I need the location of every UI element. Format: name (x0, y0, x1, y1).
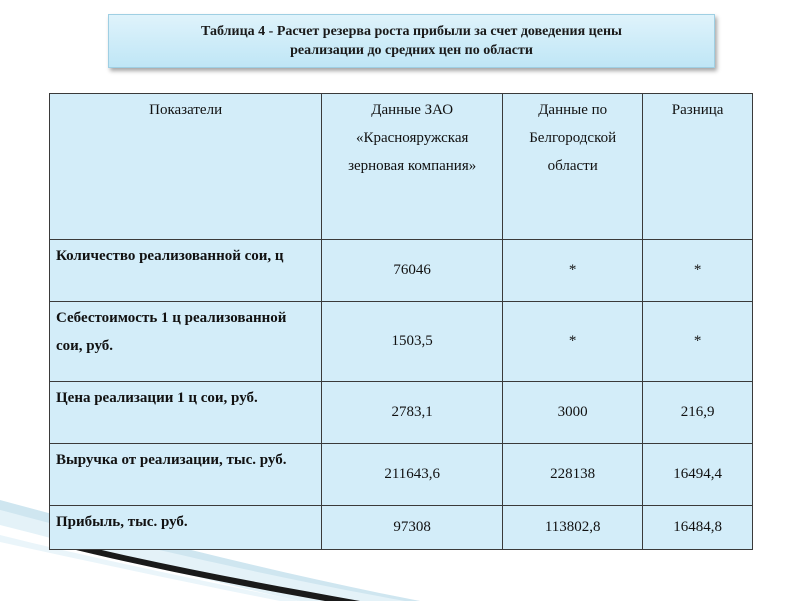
cell-zao: 211643,6 (322, 444, 503, 506)
row-label: Выручка от реализации, тыс. руб. (50, 444, 322, 506)
cell-region: * (503, 240, 643, 302)
header-zao-data: Данные ЗАО «Краснояружская зерновая компания» (322, 94, 503, 240)
table-header-row (50, 94, 753, 240)
row-label: Цена реализации 1 ц сои, руб. (50, 382, 322, 444)
cell-zao: 1503,5 (322, 302, 503, 382)
table-row (50, 302, 753, 382)
row-label: Количество реализованной сои, ц (50, 240, 322, 302)
header-indicators: Показатели (50, 94, 322, 240)
cell-diff: * (643, 302, 753, 382)
title-line-2: реализации до средних цен по области (290, 43, 533, 58)
row-label: Прибыль, тыс. руб. (50, 506, 322, 550)
title-line-1: Таблица 4 - Расчет резерва роста прибыли за счет доведения цены (201, 24, 622, 39)
table-row (50, 506, 753, 550)
header-region-data: Данные по Белгородской области (503, 94, 643, 240)
table-row (50, 240, 753, 302)
cell-zao: 76046 (322, 240, 503, 302)
cell-region: 113802,8 (503, 506, 643, 550)
cell-zao: 2783,1 (322, 382, 503, 444)
cell-diff: 216,9 (643, 382, 753, 444)
cell-diff: * (643, 240, 753, 302)
row-label: Себестоимость 1 ц реализованной сои, руб. (50, 302, 322, 382)
table-row (50, 444, 753, 506)
header-difference: Разница (643, 94, 753, 240)
cell-diff: 16494,4 (643, 444, 753, 506)
cell-region: 228138 (503, 444, 643, 506)
profit-reserve-table (49, 93, 753, 550)
cell-diff: 16484,8 (643, 506, 753, 550)
cell-region: * (503, 302, 643, 382)
table-title (108, 14, 715, 68)
cell-zao: 97308 (322, 506, 503, 550)
table-row (50, 382, 753, 444)
cell-region: 3000 (503, 382, 643, 444)
